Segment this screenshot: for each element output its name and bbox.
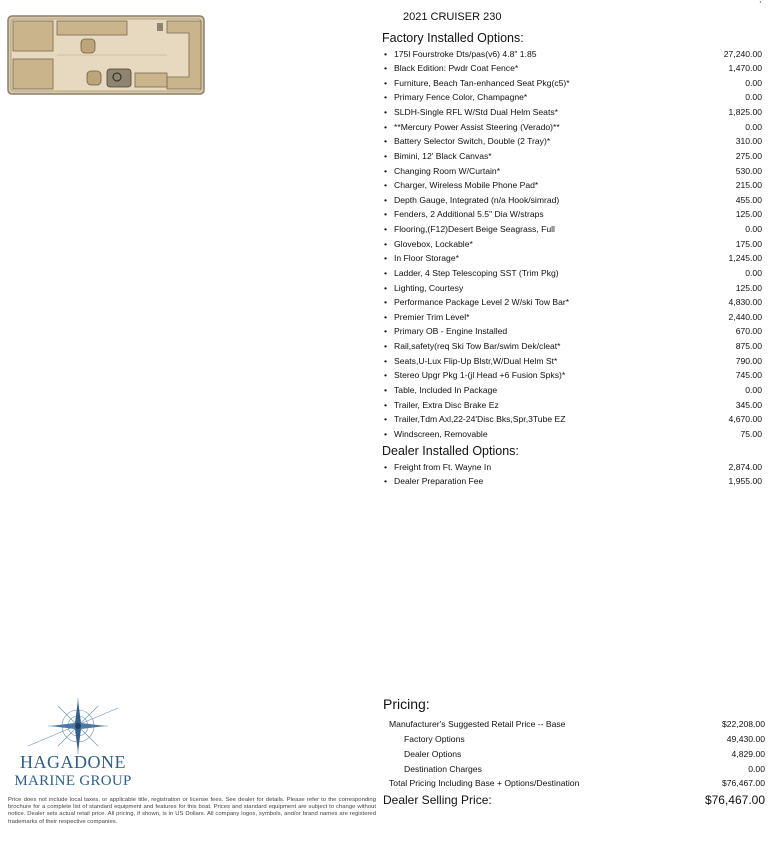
pricing-value: $76,467.00 — [721, 778, 765, 788]
option-price: 175.00 — [735, 238, 762, 249]
bullet-icon: • — [384, 165, 388, 176]
option-price: 745.00 — [735, 370, 762, 381]
bullet-icon: • — [384, 180, 388, 191]
pricing-value: 4,829.00 — [731, 749, 765, 759]
option-price: 455.00 — [735, 194, 762, 205]
pricing-heading: Pricing: — [383, 696, 430, 712]
option-name: Fenders, 2 Additional 5.5" Dia W/straps — [394, 209, 544, 220]
option-price: 4,830.00 — [728, 297, 762, 308]
option-row — [383, 354, 763, 369]
pricing-row — [383, 762, 765, 777]
option-price: 2,874.00 — [728, 461, 762, 472]
bullet-icon: • — [384, 136, 388, 147]
pricing-value: 0.00 — [748, 764, 765, 774]
option-row — [383, 237, 763, 252]
option-row — [383, 61, 763, 76]
option-row — [383, 310, 763, 325]
option-price: 4,670.00 — [728, 414, 762, 425]
option-row — [383, 105, 763, 120]
option-price: 0.00 — [745, 224, 762, 234]
option-row — [383, 90, 763, 105]
pricing-row — [383, 776, 765, 791]
pricing-row — [383, 717, 765, 732]
option-price: 1,955.00 — [728, 476, 762, 487]
page-corner-mark — [759, 0, 762, 4]
factory-options-heading: Factory Installed Options: — [382, 31, 524, 45]
option-name: Battery Selector Switch, Double (2 Tray)* — [394, 136, 551, 147]
bullet-icon: • — [384, 224, 388, 234]
option-price: 345.00 — [735, 399, 762, 410]
bullet-icon: • — [384, 370, 388, 381]
option-row — [383, 149, 763, 164]
option-name: Windscreen, Removable — [394, 428, 488, 439]
bullet-icon: • — [384, 311, 388, 322]
bullet-icon: • — [384, 150, 388, 161]
option-name: Rail,safety(req Ski Tow Bar/swim Dek/cleat* — [394, 341, 561, 351]
option-row — [383, 295, 763, 310]
option-price: 670.00 — [735, 326, 762, 337]
pricing-value: 49,430.00 — [726, 734, 765, 744]
pricing-label: Total Pricing Including Base + Options/Destination — [389, 778, 580, 788]
option-row — [383, 339, 763, 354]
bullet-icon: • — [384, 326, 388, 337]
bullet-icon: • — [384, 428, 388, 439]
option-row — [383, 76, 763, 91]
option-row — [383, 266, 763, 281]
option-row — [383, 398, 763, 413]
option-name: SLDH-Single RFL W/Std Dual Helm Seats* — [394, 107, 558, 117]
option-row — [383, 474, 763, 489]
bullet-icon: • — [384, 63, 388, 74]
dealer-options-list — [383, 460, 763, 489]
option-price: 0.00 — [745, 121, 762, 132]
bullet-icon: • — [384, 476, 388, 487]
bullet-icon: • — [384, 341, 388, 351]
compass-rose-icon — [8, 696, 138, 756]
option-price: 875.00 — [735, 341, 762, 351]
option-name: Performance Package Level 2 W/ski Tow Bar* — [394, 297, 570, 308]
option-name: Bimini, 12' Black Canvas* — [394, 150, 492, 161]
option-row — [383, 324, 763, 339]
option-name: Stereo Upgr Pkg 1-(jl Head +6 Fusion Spks)* — [394, 370, 566, 381]
option-name: Primary Fence Color, Champagne* — [394, 92, 528, 103]
pricing-label: Factory Options — [404, 734, 465, 744]
bullet-icon: • — [384, 121, 388, 132]
pricing-row — [383, 732, 765, 747]
option-name: Freight from Ft. Wayne In — [394, 461, 492, 472]
option-name: **Mercury Power Assist Steering (Verado)** — [394, 121, 560, 132]
option-row — [383, 427, 763, 442]
option-price: 0.00 — [745, 92, 762, 103]
option-row — [383, 207, 763, 222]
company-logo — [8, 696, 138, 794]
bullet-icon: • — [384, 414, 388, 425]
option-name: Lighting, Courtesy — [394, 282, 464, 293]
option-price: 275.00 — [735, 150, 762, 161]
option-name: Table, Included In Package — [394, 384, 498, 395]
boat-layout-diagram — [7, 15, 207, 95]
option-price: 125.00 — [735, 209, 762, 220]
bullet-icon: • — [384, 461, 388, 472]
option-price: 1,245.00 — [728, 253, 762, 264]
option-name: Premier Trim Level* — [394, 311, 470, 322]
selling-price-value: $76,467.00 — [704, 793, 765, 807]
bullet-icon: • — [384, 48, 388, 59]
option-price: 215.00 — [735, 180, 762, 191]
option-row — [383, 134, 763, 149]
option-price: 530.00 — [735, 165, 762, 176]
selling-price-label: Dealer Selling Price: — [383, 793, 492, 807]
bullet-icon: • — [384, 194, 388, 205]
disclaimer-text: Price does not include local taxes, or applicable title, registration or license fees. See dealer for details. Please refer to the corresponding brochure for a complete list of standard equipment and features for this boat. Prices and standard equipment are subject to change without notice. Dealer sets actual retail price. All pricing, if shown, is in US Dollars. All company logos, symbols, and/or brand names are registered trademarks of their respective companies. — [8, 797, 376, 825]
option-name: Furniture, Beach Tan-enhanced Seat Pkg(c5)* — [394, 77, 570, 88]
option-row — [383, 178, 763, 193]
option-price: 1,825.00 — [728, 107, 762, 117]
bullet-icon: • — [384, 355, 388, 366]
dealer-selling-price — [383, 793, 765, 807]
option-name: Primary OB - Engine Installed — [394, 326, 508, 337]
option-row — [383, 368, 763, 383]
bullet-icon: • — [384, 267, 388, 278]
option-price: 1,470.00 — [728, 63, 762, 74]
factory-options-list — [383, 47, 763, 442]
bullet-icon: • — [384, 399, 388, 410]
option-name: Charger, Wireless Mobile Phone Pad* — [394, 180, 539, 191]
bullet-icon: • — [384, 297, 388, 308]
option-row — [383, 460, 763, 475]
option-row — [383, 120, 763, 135]
option-name: Dealer Preparation Fee — [394, 476, 484, 487]
option-price: 0.00 — [745, 267, 762, 278]
option-price: 75.00 — [740, 428, 762, 439]
option-name: Black Edition: Pwdr Coat Fence* — [394, 63, 519, 74]
dealer-options-heading: Dealer Installed Options: — [382, 444, 519, 458]
model-title: 2021 CRUISER 230 — [403, 11, 502, 23]
bullet-icon: • — [384, 92, 388, 103]
option-name: Ladder, 4 Step Telescoping SST (Trim Pkg) — [394, 267, 559, 278]
option-name: Seats,U-Lux Flip-Up Blstr,W/Dual Helm St* — [394, 355, 558, 366]
option-price: 0.00 — [745, 384, 762, 395]
option-name: Glovebox, Lockable* — [394, 238, 473, 249]
option-row — [383, 47, 763, 62]
option-row — [383, 193, 763, 208]
pricing-value: $22,208.00 — [721, 719, 765, 729]
option-name: 175l Fourstroke Dts/pas(v6) 4.8" 1.85 — [394, 48, 537, 59]
pricing-row — [383, 747, 765, 762]
pricing-label: Manufacturer's Suggested Retail Price -- Base — [389, 719, 566, 729]
bullet-icon: • — [384, 253, 388, 264]
option-row — [383, 251, 763, 266]
option-row — [383, 164, 763, 179]
bullet-icon: • — [384, 384, 388, 395]
bullet-icon: • — [384, 238, 388, 249]
option-name: Depth Gauge, Integrated (n/a Hook/simrad) — [394, 194, 560, 205]
bullet-icon: • — [384, 77, 388, 88]
option-name: In Floor Storage* — [394, 253, 459, 264]
option-price: 0.00 — [745, 77, 762, 88]
option-row — [383, 412, 763, 427]
option-name: Flooring,(F12)Desert Beige Seagrass, Full — [394, 224, 555, 234]
bullet-icon: • — [384, 209, 388, 220]
option-row — [383, 383, 763, 398]
option-price: 2,440.00 — [728, 311, 762, 322]
pricing-label: Dealer Options — [404, 749, 462, 759]
bullet-icon: • — [384, 282, 388, 293]
option-name: Changing Room W/Curtain* — [394, 165, 501, 176]
option-price: 790.00 — [735, 355, 762, 366]
option-name: Trailer, Extra Disc Brake Ez — [394, 399, 499, 410]
bullet-icon: • — [384, 107, 388, 117]
option-row — [383, 281, 763, 296]
option-price: 125.00 — [735, 282, 762, 293]
logo-name-line2: MARINE GROUP — [14, 773, 132, 789]
option-name: Trailer,Tdm Axl,22-24'Disc Bks,Spr,3Tube EZ — [394, 414, 566, 425]
option-price: 310.00 — [735, 136, 762, 147]
pricing-label: Destination Charges — [404, 764, 482, 774]
option-row — [383, 222, 763, 237]
logo-name-line1: HAGADONE — [20, 752, 126, 772]
option-price: 27,240.00 — [723, 48, 762, 59]
